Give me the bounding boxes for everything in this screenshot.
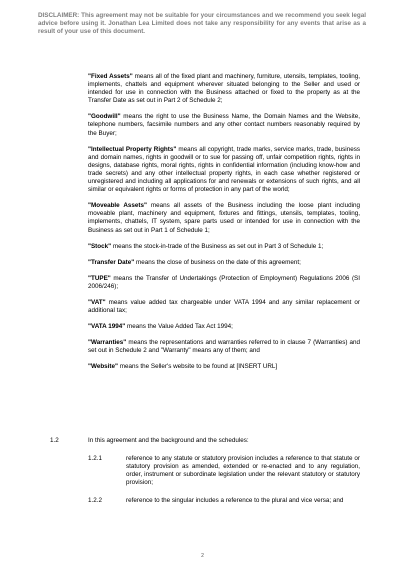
definition-text: means the close of business on the date of this agreement; — [134, 258, 301, 266]
definition-warranties — [88, 339, 360, 355]
definition-vat — [88, 299, 360, 315]
definition-tupe — [88, 275, 360, 291]
definition-website — [88, 363, 360, 371]
definition-transfer-date — [88, 259, 360, 267]
definition-term: "Stock" — [88, 242, 112, 250]
subclause-number: 1.2.2 — [88, 497, 103, 504]
definition-text: means the Seller's website to be found at [INSERT URL] — [118, 363, 278, 371]
definition-text: means all of the fixed plant and machinery, furniture, utensils, templates, tooling, implements, chattels and equipment wherever situated belonging to the Seller and used or intended for use in connection with the Business attached or fixed to the property as at the Transfer Date as set out in Part 2 of Schedule 2; — [88, 73, 360, 105]
definition-text: means the stock-in-trade of the Business as set out in Part 3 of Schedule 1; — [111, 242, 324, 250]
definitions-list — [88, 73, 360, 380]
definition-text: means the Transfer of Undertakings (Protection of Employment) Regulations 2006 (SI 2006/246); — [88, 274, 360, 290]
definition-text: means value added tax chargeable under VATA 1994 and any similar replacement or additional tax; — [88, 298, 360, 315]
subclause-text: reference to the singular includes a reference to the plural and vice versa; and — [126, 497, 344, 504]
definition-fixed-assets — [88, 73, 360, 105]
definition-text: means the right to use the Business Name, the Domain Names and the Website, telephone numbers, facsimile numbers and any other contact numbers reasonably required by the Buyer; — [88, 113, 360, 137]
disclaimer: DISCLAIMER: This agreement may not be suitable for your circumstances and we recommend you seek legal advice before using it. Jonathan Lea Limited does not take any responsibility for any events that arise as a result of your use of this document. — [38, 12, 366, 36]
subclause-number: 1.2.1 — [88, 455, 103, 462]
subclause-text: reference to any statute or statutory provision includes a reference to that statute or statutory provision as amended, extended or re-enacted and to any regulation, order, instrument or subordinate legislation under the relevant statutory or statutory provision; — [126, 455, 360, 487]
definition-term: "VATA 1994" — [88, 323, 126, 331]
page-number: 2 — [201, 553, 204, 559]
definition-moveable-assets — [88, 202, 360, 234]
definition-term: "Intellectual Property Rights" — [88, 145, 177, 153]
definition-text: means all copyright, trade marks, service marks, trade, business and domain names, rights in goodwill or to sue for passing off, unfair competition rights, rights in designs, database rights, moral rights, rights in confidential information (including know-how and trade secrets) and any other intellectual property rights, in each case whether registered or unregistered and including all applications for and renewals or extensions of such rights, and all similar or equivalent rights or forms of protection in any part of the world; — [88, 145, 360, 194]
definition-term: "Moveable Assets" — [88, 202, 147, 210]
definition-term: "Transfer Date" — [88, 258, 135, 266]
definition-ip-rights — [88, 146, 360, 195]
definition-text: means the representations and warranties referred to in clause 7 (Warranties) and set out in Schedule 2 and "Warranty" means any of them; and — [88, 339, 360, 355]
definition-term: "Fixed Assets" — [88, 73, 133, 80]
definition-text: means the Value Added Tax Act 1994; — [125, 323, 233, 331]
definition-term: "Goodwill" — [88, 113, 121, 121]
definition-stock — [88, 243, 360, 251]
definition-term: "Warranties" — [88, 339, 127, 347]
definition-term: "VAT" — [88, 298, 106, 306]
clause-text: In this agreement and the background and the schedules: — [88, 437, 249, 444]
definition-goodwill — [88, 113, 360, 137]
clause-number: 1.2 — [50, 437, 59, 444]
definition-vata-1994 — [88, 323, 360, 331]
definition-term: "TUPE" — [88, 274, 111, 282]
definition-text: means all assets of the Business including the loose plant including moveable plant, machinery and equipment, fixtures and fittings, utensils, templates, tooling, implements, chattels, IT system, spare parts used or intended for use in connection with the Business as set out in Part 1 of Schedule 1; — [88, 202, 360, 234]
definition-term: "Website" — [88, 363, 118, 371]
